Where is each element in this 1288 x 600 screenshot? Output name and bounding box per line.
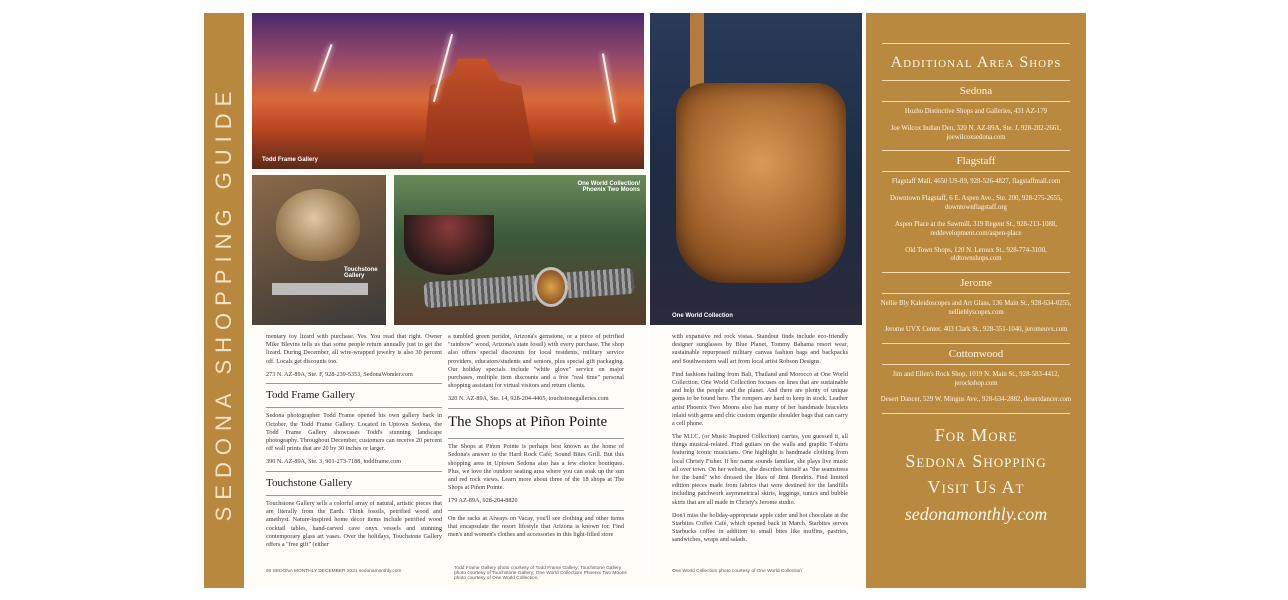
article-column-3 [672, 333, 848, 550]
body-text: The M.I.C. (or Music Inspired Collection) carries, you guessed it, all things musical-related. Find guitars on the walls and graphic T-shirts featuring iconic musicians. One highlight is handmade clothing from local Christy Fisher. If her name sounds familiar, she plays live music all over town. On her website, she describes herself as "the seamstress for the band" who dressed the likes of Jimi Hendrix. Find limited edition pieces made from fabrics that were destined for the landfills including patchwork asymmetrical skirts, leggings, tunics and bubble skirts that are all made in Christy's Jerome studio. [672, 433, 848, 506]
shop-listing: Hozho Distinctive Shops and Galleries, 431 AZ-179 [904, 108, 1048, 115]
photo-credits: Todd Frame Gallery photo courtesy of Todd Frame Gallery; Touchstone Gallery photo courtesy of Touchstone Gallery; One World Collection/ Phoenix Two Moons photo courtesy of One World Collection. [454, 566, 627, 581]
shop-listing: Jerome UVX Center, 403 Clark St., 928-351-1040, jeromeuvx.com [884, 325, 1068, 333]
body-text: On the racks at Always on Vacay, you'll see clothing and other items that encapsulate the resort lifestyle that Arizona is known for. Find men's and women's clothes and accessories in this light-filled store [448, 514, 624, 538]
city-heading: Flagstaff [956, 155, 996, 168]
shop-listing: Jim and Ellen's Rock Shop, 1019 N. Main St., 928-583-4412, jerockshop.com [892, 370, 1060, 387]
body-text: The Shops at Piñon Pointe is perhaps best known as the home of Sedona's answer to the Hard Rock Café; Sound Bites Grill. But this shopping area in Uptown Sedona also has a few choice boutiques. Plus, we love the outdoor seating area where you can soak up the sun and red rock views. Learn more about three of the 18 shops at The Shops at Piñon Pointe. [448, 443, 624, 492]
photo-caption: One World Collection [672, 313, 733, 319]
shop-heading: Todd Frame Gallery [266, 388, 356, 401]
shop-listing: Flagstaff Mall, 4650 US-89, 928-526-4827, flagstaffmall.com [891, 178, 1061, 186]
shop-listing: Joe Wilcox Indian Den, 320 N. AZ-89A, Ste. J, 928-282-2661, joewilcoxsedona.com [890, 124, 1062, 141]
area-shops-sidebar [866, 13, 1086, 588]
section-title: SEDONA SHOPPING GUIDE [211, 84, 236, 522]
red-rock-photo [252, 13, 644, 169]
shop-address: 390 N. AZ-89A, Ste. 3, 901-273-7188, toddframe.com [266, 458, 402, 466]
article-column-1 [266, 333, 442, 554]
article-column-2 [448, 333, 624, 544]
body-text: Sedona photographer Todd Frame opened his own gallery back in October, the Todd Frame Gallery. Located in Uptown Sedona, the Todd Frame Gallery showcases Todd's stunning landscape photography. Throughout December, customers can receive 20 percent off wall prints that are 20 by 30 inches or larger. [266, 412, 442, 453]
shop-listing: Desert Dancer, 529 W. Mingus Ave., 928-634-2882, desertdancer.com [880, 396, 1072, 404]
shop-address: 273 N. AZ-89A, Ste. F, 928-239-5353, SedonaWonder.com [266, 370, 413, 378]
shop-heading: Touchstone Gallery [266, 476, 353, 489]
photo-caption: Todd Frame Gallery [262, 157, 318, 163]
section-heading: The Shops at Piñon Pointe [448, 413, 608, 430]
website-link[interactable]: sedonamonthly.com [904, 503, 1048, 524]
call-to-action: For More Sedona Shopping Visit Us At sedonamonthly.com [866, 422, 1086, 526]
leather-goods-photo [394, 175, 646, 325]
body-text: a tumbled green peridot, Arizona's gemstone, or a piece of petrified "rainbow" wood, Arizona's state fossil) with every purchase. The shop also offers special discounts for local residents, military service providers, educators/students and seniors, plus special gift packaging. Our holiday specials include "white glove" service on major purchases, multiple item discounts and a free "real time" personal shopping assistant for virtual visitors and return clients. [448, 333, 624, 390]
photo-credits: One World Collection photo courtesy of One World Collection [672, 569, 802, 574]
body-text: Find fashions hailing from Bali, Thailand and Morocco at One World Collection. One World Collection focuses on lines that are sustainable and help the people and the planet. And there are plenty of unique gems to be found here. The rompers are hard to keep in stock. Leather artist Phoenix Two Moons also has many of her handmade bracelets inlaid with gems and chic custom organite shoulder bags that can carry a cell phone. [672, 370, 848, 427]
magazine-spread [204, 13, 1086, 588]
photo-caption: Touchstone Gallery [344, 267, 378, 279]
fossil-photo [252, 175, 386, 325]
section-band [204, 13, 244, 588]
page-folio: 60 SEDONA MONTHLY DECEMBER 2021 sedonamonthly.com [266, 569, 402, 574]
shop-listing: Downtown Flagstaff, 6 E. Aspen Ave., Ste. 200, 928-275-2655, downtownflagstaff.org [889, 195, 1063, 212]
shop-address: 320 N. AZ-89A, Ste. 14, 928-204-4405, touchstonegalleries.com [448, 395, 609, 403]
body-text: with expansive red rock vistas. Standout finds include eco-friendly designer sunglasses by Blue Planet, Tommy Bahama resort wear, sustainable repurposed military canvas fashion bags and backpacks and Southwestern wall art from local artist Robson Designs. [672, 333, 848, 365]
body-text: Touchstone Gallery sells a colorful array of natural, artistic pieces that are literally from the Earth. Think fossils, petrified wood and amethyst. Nature-inspired home décor items include petrified wood cocktail tables, hand-carved cave onyx vessels and stunning contemporary glass art vases. Over the holidays, Touchstone Gallery offers a "free gift" (either [266, 500, 442, 549]
city-heading: Cottonwood [948, 347, 1004, 360]
sidebar-title: Additional Area Shops [890, 54, 1062, 71]
photo-caption: One World Collection/ Phoenix Two Moons [577, 181, 640, 193]
shop-address: 179 AZ-89A, 928-204-8820 [448, 497, 518, 505]
city-heading: Jerome [960, 277, 992, 290]
city-heading: Sedona [959, 85, 993, 97]
shop-listing: Old Town Shops, 120 N. Leroux St., 928-774-3100, oldtownshops.com [905, 246, 1047, 263]
body-text: Don't miss the holiday-appropriate apple cider and hot chocolate at the Starbites Coffee Café, which opened back in March. Starbites serves Starbucks coffee in addition to small bites like muffins, pastries, sandwiches, wraps and salads. [672, 511, 848, 544]
body-text: mentary toy lizard with purchase. Yes. You read that right. Owner Mike Blevins tells us that some people return annually just to get the lizard. During December, all wire-wrapped jewelry is also 30 percent off. Locals get discounts too. [266, 333, 442, 365]
shop-listing: Aspen Place at the Sawmill, 319 Regent St., 928-213-1088, reddevelopment.com/aspen-place [895, 220, 1057, 237]
leather-bag-photo [650, 13, 862, 325]
shop-listing: Nellie Bly Kaleidoscopes and Art Glass, 136 Main St., 928-634-0255, nellieblyscopes.com [880, 300, 1072, 317]
